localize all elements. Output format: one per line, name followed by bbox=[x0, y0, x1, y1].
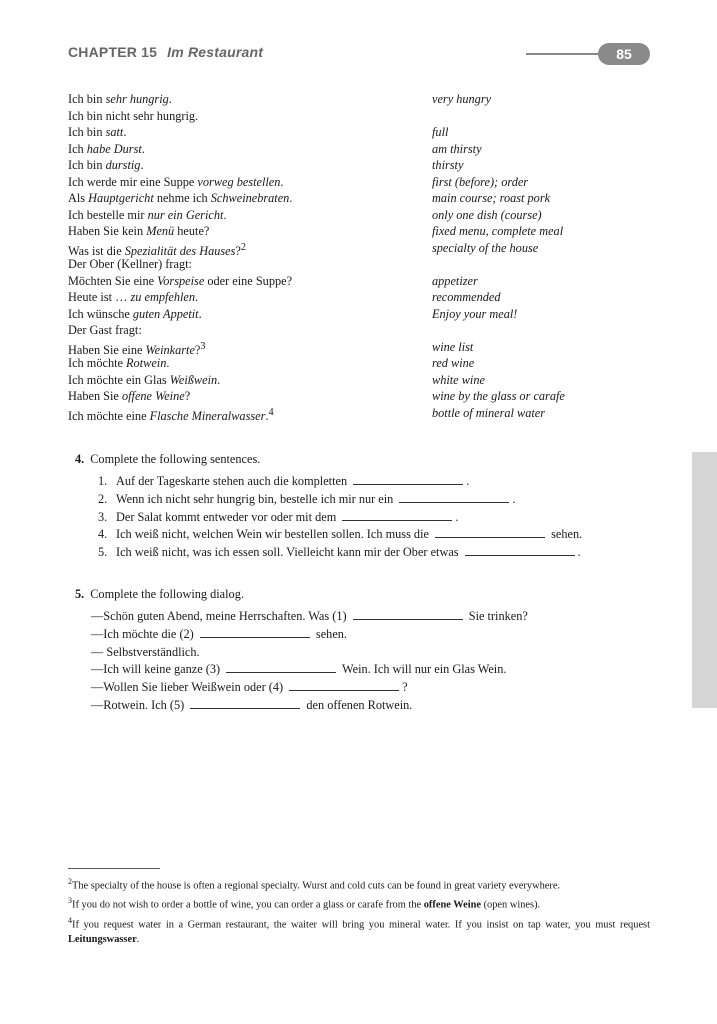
item-number: 3. bbox=[98, 509, 108, 524]
vocab-row bbox=[68, 306, 648, 323]
answer-blank[interactable] bbox=[465, 544, 575, 556]
dialog-text-after: Wein. Ich will nur ein Glas Wein. bbox=[339, 662, 507, 677]
footnotes bbox=[68, 874, 650, 947]
answer-blank[interactable] bbox=[353, 608, 463, 620]
exercise-5-heading bbox=[75, 585, 655, 603]
vocab-german: Haben Sie offene Weine? bbox=[68, 389, 191, 403]
vocab-row bbox=[68, 157, 648, 174]
vocab-german: Möchten Sie eine Vorspeise oder eine Suppe? bbox=[68, 273, 293, 288]
dialog-text-before: —Ich möchte die (2) bbox=[91, 626, 197, 641]
answer-blank[interactable] bbox=[190, 697, 300, 709]
dialog-text-after: Sie trinken? bbox=[465, 609, 528, 623]
item-text bbox=[98, 492, 515, 506]
vocab-row bbox=[68, 141, 648, 158]
item-text-after: sehen. bbox=[548, 527, 583, 542]
item-text-before: Der Salat kommt entweder vor oder mit dem bbox=[116, 509, 340, 524]
exercise-4-item bbox=[75, 509, 655, 527]
vocab-german: Ich bestelle mir nur ein Gericht. bbox=[68, 207, 227, 222]
side-thumb-tab bbox=[692, 452, 717, 708]
item-text bbox=[98, 545, 581, 559]
dialog-text-before: —Ich will keine ganze (3) bbox=[91, 662, 224, 677]
vocab-german: Haben Sie kein Menü heute? bbox=[68, 224, 210, 238]
vocab-english: white wine bbox=[432, 372, 485, 387]
exercise-5-lines bbox=[75, 608, 655, 715]
exercise-4-instruction: Complete the following sentences. bbox=[90, 452, 261, 466]
vocabulary-list bbox=[68, 91, 648, 421]
vocab-german: Ich bin nicht sehr hungrig. bbox=[68, 108, 199, 123]
vocab-german: Der Ober (Kellner) fragt: bbox=[68, 257, 192, 271]
answer-blank[interactable] bbox=[353, 473, 463, 485]
footnote-divider bbox=[68, 868, 160, 869]
vocab-english: recommended bbox=[432, 290, 501, 304]
item-text-before: Ich weiß nicht, welchen Wein wir bestellen sollen. Ich muss die bbox=[116, 527, 433, 542]
chapter-label: CHAPTER 15 bbox=[68, 44, 158, 60]
vocab-english: main course; roast pork bbox=[432, 191, 551, 205]
item-text-before: Auf der Tageskarte stehen auch die kompletten bbox=[116, 474, 351, 488]
dialog-text-after: ? bbox=[402, 680, 408, 695]
vocab-german: Ich werde mir eine Suppe vorweg bestellen. bbox=[68, 174, 284, 189]
item-text-before: Ich weiß nicht, was ich essen soll. Vielleicht kann mir der Ober etwas bbox=[116, 545, 462, 560]
vocab-row bbox=[68, 190, 648, 207]
vocab-row bbox=[68, 322, 648, 339]
item-text bbox=[98, 474, 469, 488]
footnote: $^2$The specialty of the house is often a regional specialty. Wurst and cold cuts can be found in great variety everywhere. bbox=[68, 877, 561, 892]
vocab-german: Ich möchte Rotwein. bbox=[68, 356, 170, 370]
vocab-english: appetizer bbox=[432, 273, 478, 288]
item-text-before: Wenn ich nicht sehr hungrig bin, bestelle ich mir nur ein bbox=[116, 491, 397, 506]
answer-blank[interactable] bbox=[200, 626, 310, 638]
item-number: 5. bbox=[98, 545, 108, 560]
vocab-row bbox=[68, 223, 648, 240]
vocab-english: specialty of the house bbox=[432, 240, 539, 255]
vocab-english: Enjoy your meal! bbox=[432, 306, 518, 321]
vocab-row bbox=[68, 339, 648, 356]
item-text-after: . bbox=[512, 491, 516, 506]
vocab-english: thirsty bbox=[432, 158, 464, 172]
vocab-row bbox=[68, 174, 648, 191]
item-number: 2. bbox=[98, 491, 108, 506]
exercise-4-number: 4. bbox=[75, 452, 85, 466]
vocab-english: bottle of mineral water bbox=[432, 405, 546, 420]
vocab-row bbox=[68, 273, 648, 290]
vocab-row bbox=[68, 207, 648, 224]
page-number-badge: 85 bbox=[598, 43, 650, 65]
vocab-german: Ich bin durstig. bbox=[68, 158, 144, 172]
answer-blank[interactable] bbox=[289, 679, 399, 691]
vocab-row bbox=[68, 355, 648, 372]
vocab-row bbox=[68, 372, 648, 389]
exercise-4-item bbox=[75, 473, 655, 491]
vocab-german: Ich bin sehr hungrig. bbox=[68, 92, 172, 106]
answer-blank[interactable] bbox=[342, 509, 452, 521]
dialog-text-before: —Wollen Sie lieber Weißwein oder (4) bbox=[91, 680, 287, 695]
dialog-text-after: den offenen Rotwein. bbox=[303, 697, 413, 712]
vocab-german: Ich habe Durst. bbox=[68, 141, 145, 156]
vocab-german: Haben Sie eine Weinkarte?$^3$ bbox=[68, 340, 206, 357]
exercise-4-items bbox=[75, 473, 655, 562]
vocab-german: Ich möchte ein Glas Weißwein. bbox=[68, 372, 221, 387]
footnote: $^4$If you request water in a German restaurant, the waiter will bring you mineral water. If you insist on tap water, you must request Leitungswasser. bbox=[68, 915, 650, 946]
footnote: $^3$If you do not wish to order a bottle of wine, you can order a glass or carafe from the offene Weine (open wines). bbox=[68, 896, 541, 911]
exercise-5 bbox=[75, 585, 655, 715]
exercise-5-number: 5. bbox=[75, 587, 85, 601]
item-text-after: . bbox=[466, 474, 470, 488]
item-text bbox=[98, 510, 458, 524]
dialog-line bbox=[75, 626, 655, 644]
vocab-german: Der Gast fragt: bbox=[68, 323, 142, 337]
vocab-german: Was ist die Spezialität des Hauses?$^2$ bbox=[68, 241, 246, 258]
vocab-english: very hungry bbox=[432, 92, 492, 106]
item-text-after: . bbox=[455, 509, 459, 524]
vocab-german: Ich möchte eine Flasche Mineralwasser.$^4$ bbox=[68, 406, 274, 423]
dialog-line bbox=[75, 661, 655, 679]
vocab-english: first (before); order bbox=[432, 174, 529, 189]
vocab-english: wine list bbox=[432, 339, 474, 354]
chapter-name: Im Restaurant bbox=[167, 44, 264, 60]
vocab-row bbox=[68, 91, 648, 108]
item-text bbox=[98, 527, 582, 541]
dialog-text-before: —Rotwein. Ich (5) bbox=[91, 697, 188, 712]
exercise-4-item bbox=[75, 491, 655, 509]
dialog-text-before: — Selbstverständlich. bbox=[91, 644, 200, 659]
dialog-text-before: —Schön guten Abend, meine Herrschaften. Was (1) bbox=[91, 609, 350, 623]
item-text-after: . bbox=[577, 545, 581, 560]
dialog-line bbox=[75, 679, 655, 697]
exercise-4 bbox=[75, 450, 655, 562]
item-number: 4. bbox=[98, 527, 108, 542]
vocab-row bbox=[68, 240, 648, 257]
header-rule bbox=[526, 53, 608, 55]
vocab-english: wine by the glass or carafe bbox=[432, 389, 565, 403]
answer-blank[interactable] bbox=[435, 526, 545, 538]
vocab-row bbox=[68, 124, 648, 141]
exercise-4-item bbox=[75, 544, 655, 562]
vocab-english: full bbox=[432, 125, 449, 139]
vocab-english: am thirsty bbox=[432, 141, 482, 156]
vocab-german: Ich wünsche guten Appetit. bbox=[68, 306, 202, 321]
exercise-5-instruction: Complete the following dialog. bbox=[90, 587, 244, 601]
chapter-title bbox=[68, 44, 263, 60]
vocab-english: red wine bbox=[432, 356, 475, 370]
dialog-line bbox=[75, 697, 655, 715]
exercise-4-item bbox=[75, 526, 655, 544]
vocab-german: Ich bin satt. bbox=[68, 125, 127, 139]
vocab-row bbox=[68, 108, 648, 125]
vocab-row bbox=[68, 405, 648, 422]
vocab-english: only one dish (course) bbox=[432, 207, 542, 222]
vocab-german: Heute ist … zu empfehlen. bbox=[68, 290, 199, 304]
exercise-4-heading bbox=[75, 450, 655, 468]
vocab-english: fixed menu, complete meal bbox=[432, 224, 564, 238]
vocab-row bbox=[68, 388, 648, 405]
vocab-row bbox=[68, 256, 648, 273]
dialog-line bbox=[75, 644, 655, 662]
dialog-line bbox=[75, 608, 655, 626]
answer-blank[interactable] bbox=[226, 661, 336, 673]
vocab-row bbox=[68, 289, 648, 306]
item-number: 1. bbox=[98, 474, 108, 488]
dialog-text-after: sehen. bbox=[312, 626, 348, 641]
answer-blank[interactable] bbox=[399, 491, 509, 503]
vocab-german: Als Hauptgericht nehme ich Schweinebraten. bbox=[68, 191, 293, 205]
